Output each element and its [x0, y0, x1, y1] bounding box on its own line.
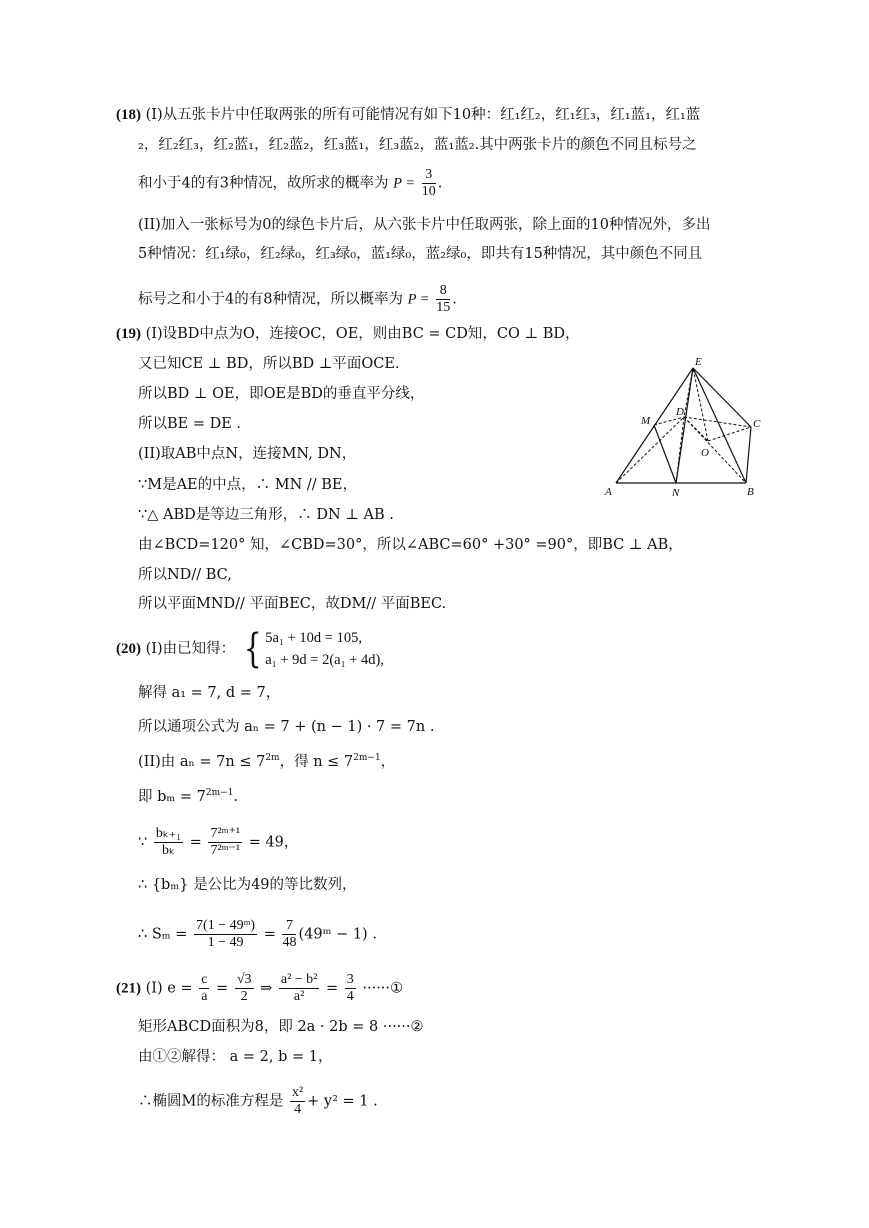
q20-line3: 所以通项公式为 aₙ = 7 + (n − 1) · 7 = 7n .: [138, 719, 435, 735]
q20-system: 5a₁ + 10d = 105, a₁ + 9d = 2(a₁ + 4d),: [265, 630, 385, 668]
q21-number: (21): [116, 980, 141, 997]
label-D: D: [676, 406, 684, 418]
q19-line8: 由∠BCD=120° 知，∠CBD=30°，所以∠ABC=60° +30° =90°，即BC ⊥ AB，: [138, 537, 683, 553]
q21-line3: 由①②解得： a = 2, b = 1，: [138, 1049, 333, 1065]
q18-text-6: 标号之和小于4的有8种情况，所以概率为: [138, 291, 403, 308]
q19-number: (19): [116, 326, 141, 342]
q20-line4: (II)由 $a_n = 7n \le 7^{2m}$，得 $n \le 7^{2m-1}$，: [138, 753, 396, 770]
q18-prob-var: P =: [393, 175, 416, 192]
q19-line3: 所以BD ⊥ OE，即OE是BD的垂直平分线，: [138, 386, 425, 402]
q19-line2: 又已知CE ⊥ BD，所以BD ⊥平面OCE.: [138, 356, 400, 372]
q18-fraction-1: $\frac{3}{10}$: [421, 167, 436, 199]
pyramid-figure: [596, 352, 772, 504]
q18-line1: [116, 104, 700, 126]
q19-line4: 所以BE = DE .: [138, 416, 242, 432]
q19-text-1: (I)设BD中点为O，连接OC，OE，则由BC = CD知，CO ⊥ BD，: [145, 326, 580, 342]
q20-line1: [116, 625, 384, 673]
q20-line6: ∵ $\frac{\text{bₖ₊₁}}{\text{bₖ}}$ = $\frac{\text{7²ᵐ⁺¹}}{\text{7²ᵐ⁻¹}}$ = 49，: [138, 826, 299, 858]
q21-line1: (21) (I) e = $\frac{c}{a}$ = $\frac{√3}{2}$ ⇒ $\frac{\text{a² − b²}}{\text{a²}}$ = $\frac{3}{4}$ ······①: [116, 972, 404, 1004]
q20-line8: ∴ Sₘ = $\frac{\text{7(1 − 49ᵐ)}}{1 - 49}$ = $\frac{7}{48}$ (49ᵐ − 1) .: [138, 918, 377, 950]
label-C: C: [753, 418, 761, 430]
q19-line9: 所以ND// BC,: [138, 567, 232, 583]
q18-line5: 5种情况：红₁绿₀，红₂绿₀，红₃绿₀，蓝₁绿₀，蓝₂绿₀，即共有15种情况，其中颜色不同且: [138, 246, 703, 262]
brace-icon: {: [243, 626, 262, 672]
q20-text-1: (I)由已知得：: [145, 641, 236, 657]
q18-text-1: (I)从五张卡片中任取两张的所有可能情况有如下10种：红₁红₂，红₁红₃，红₁蓝₁，红₁蓝: [145, 107, 701, 123]
q18-line3: 和小于4的有3种情况，故所求的概率为 P = $\frac{3}{10}$ .: [138, 167, 443, 199]
q21-line4: ∴椭圆M的标准方程是 $\frac{\text{x²}}{4}$ + y² = 1 .: [138, 1085, 378, 1117]
q18-prob-var-2: P =: [407, 291, 430, 308]
q19-line7: ∵△ ABD是等边三角形，∴ DN ⊥ AB .: [138, 507, 394, 523]
label-N: N: [672, 487, 680, 499]
label-M: M: [641, 415, 651, 427]
q18-line6: 标号之和小于4的有8种情况，所以概率为 P = $\frac{8}{15}$ .: [138, 283, 457, 315]
q20-line7: ∴ {bₘ} 是公比为49的等比数列，: [138, 877, 357, 893]
q20-line2: 解得 a₁ = 7, d = 7，: [138, 685, 281, 701]
q18-line2: ₂，红₂红₃，红₂蓝₁，红₂蓝₂，红₃蓝₁，红₃蓝₂，蓝₁蓝₂.其中两张卡片的颜色不同且标号之: [138, 137, 697, 153]
q19-line10: 所以平面MND// 平面BEC，故DM// 平面BEC.: [138, 596, 447, 612]
q18-fraction-2: $\frac{8}{15}$: [436, 283, 451, 315]
q20-number: (20): [116, 641, 141, 657]
q19-line5: (II)取AB中点N，连接MN, DN，: [138, 446, 357, 462]
q18-text-3: 和小于4的有3种情况，故所求的概率为: [138, 175, 389, 192]
q19-line6: ∵M是AE的中点，∴ MN // BE，: [138, 477, 358, 493]
label-O: O: [701, 447, 709, 459]
q18-number: (18): [116, 107, 141, 123]
label-B: B: [747, 486, 754, 498]
q20-line5: 即 $b_m = 7^{2m-1}$.: [138, 788, 239, 805]
label-A: A: [605, 486, 612, 498]
label-E: E: [695, 356, 702, 368]
q21-line2: 矩形ABCD面积为8，即 2a · 2b = 8 ······②: [138, 1019, 424, 1035]
q18-line4: (II)加入一张标号为0的绿色卡片后，从六张卡片中任取两张，除上面的10种情况外，多出: [138, 217, 711, 233]
q19-line1: [116, 323, 580, 345]
